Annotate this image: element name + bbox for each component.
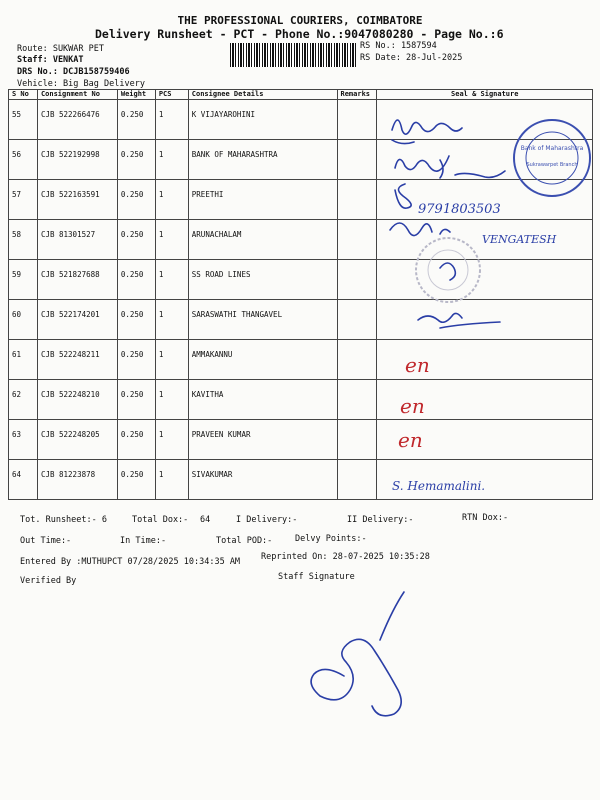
cell-consignment: CJB 521827688 bbox=[37, 260, 117, 300]
delvy-points: Delvy Points:- bbox=[295, 534, 367, 544]
cell-pcs: 1 bbox=[155, 220, 188, 260]
signature-row60 bbox=[418, 313, 500, 328]
total-dox-value: 64 bbox=[200, 515, 211, 525]
name-handwriting: VENGATESH bbox=[482, 233, 557, 246]
bank-stamp bbox=[514, 120, 590, 196]
col-sno: S No bbox=[9, 90, 38, 100]
col-seal-signature: Seal & Signature bbox=[377, 90, 593, 100]
cell-sno: 58 bbox=[9, 220, 38, 260]
route-label: Route: SUKWAR PET bbox=[17, 44, 104, 54]
total-dox-label: Total Dox:- bbox=[132, 515, 189, 525]
cell-consignee: ARUNACHALAM bbox=[188, 220, 337, 260]
out-time: Out Time:- bbox=[20, 536, 72, 546]
cell-pcs: 1 bbox=[155, 260, 188, 300]
cell-sno: 59 bbox=[9, 260, 38, 300]
cell-weight: 0.250 bbox=[117, 380, 155, 420]
cell-pcs: 1 bbox=[155, 460, 188, 500]
entered-by: Entered By :MUTHUPCT 07/28/2025 10:34:35 AM bbox=[20, 557, 241, 567]
total-pod: Total POD:- bbox=[216, 536, 273, 546]
cell-weight: 0.250 bbox=[117, 460, 155, 500]
tot-runsheet: Tot. Runsheet:- 6 bbox=[20, 515, 107, 525]
ii-delivery: II Delivery:- bbox=[347, 515, 414, 525]
cell-pcs: 1 bbox=[155, 300, 188, 340]
col-remarks: Remarks bbox=[337, 90, 377, 100]
signature-row59 bbox=[440, 263, 455, 280]
cell-pcs: 1 bbox=[155, 340, 188, 380]
signature-row58 bbox=[390, 223, 450, 236]
handwriting-row62: en bbox=[400, 394, 425, 418]
stamp-text: Bank of Maharashtra bbox=[520, 145, 584, 152]
cell-sno: 63 bbox=[9, 420, 38, 460]
cell-consignment: CJB 522266476 bbox=[37, 100, 117, 140]
cell-consignee: K VIJAYAROHINI bbox=[188, 100, 337, 140]
cell-consignee: BANK OF MAHARASHTRA bbox=[188, 140, 337, 180]
cell-consignment: CJB 522163591 bbox=[37, 180, 117, 220]
faint-stamp bbox=[416, 238, 480, 302]
cell-consignment: CJB 522174201 bbox=[37, 300, 117, 340]
cell-weight: 0.250 bbox=[117, 100, 155, 140]
cell-consignment: CJB 81223878 bbox=[37, 460, 117, 500]
cell-consignee: SARASWATHI THANGAVEL bbox=[188, 300, 337, 340]
phone-handwriting: 9791803503 bbox=[418, 202, 501, 217]
cell-weight: 0.250 bbox=[117, 420, 155, 460]
staff-signature-label: Staff Signature bbox=[278, 572, 355, 582]
cell-sno: 62 bbox=[9, 380, 38, 420]
cell-weight: 0.250 bbox=[117, 140, 155, 180]
cell-sno: 61 bbox=[9, 340, 38, 380]
signature-row57 bbox=[395, 184, 411, 208]
cell-pcs: 1 bbox=[155, 180, 188, 220]
runsheet-subtitle: Delivery Runsheet - PCT - Phone No.:9047080280 - Page No.:6 bbox=[95, 27, 504, 41]
cell-consignee: PREETHI bbox=[188, 180, 337, 220]
signature-row55 bbox=[392, 120, 462, 144]
col-consignee: Consignee Details bbox=[188, 90, 337, 100]
reprinted-on: Reprinted On: 28-07-2025 10:35:28 bbox=[261, 552, 430, 562]
signature-row56 bbox=[395, 156, 505, 178]
handwriting-row61: en bbox=[405, 353, 430, 377]
cell-sno: 60 bbox=[9, 300, 38, 340]
cell-weight: 0.250 bbox=[117, 260, 155, 300]
cell-consignment: CJB 522248211 bbox=[37, 340, 117, 380]
cell-pcs: 1 bbox=[155, 380, 188, 420]
cell-consignee: AMMAKANNU bbox=[188, 340, 337, 380]
rs-date: RS Date: 28-Jul-2025 bbox=[360, 53, 463, 63]
cell-pcs: 1 bbox=[155, 140, 188, 180]
cell-consignment: CJB 522248205 bbox=[37, 420, 117, 460]
cell-sno: 64 bbox=[9, 460, 38, 500]
cell-sno: 56 bbox=[9, 140, 38, 180]
col-weight: Weight bbox=[117, 90, 155, 100]
col-pcs: PCS bbox=[155, 90, 188, 100]
cell-consignee: PRAVEEN KUMAR bbox=[188, 420, 337, 460]
cell-sno: 55 bbox=[9, 100, 38, 140]
cell-consignee: SS ROAD LINES bbox=[188, 260, 337, 300]
handwriting-row64: S. Hemamalini. bbox=[392, 479, 486, 493]
cell-pcs: 1 bbox=[155, 420, 188, 460]
verified-by: Verified By bbox=[20, 576, 77, 586]
company-title: THE PROFESSIONAL COURIERS, COIMBATORE bbox=[177, 14, 423, 27]
stamp-local: Sukrawarpet Branch bbox=[526, 162, 578, 168]
cell-consignment: CJB 81301527 bbox=[37, 220, 117, 260]
cell-consignee: SIVAKUMAR bbox=[188, 460, 337, 500]
staff-signature-scribble bbox=[311, 592, 404, 716]
cell-weight: 0.250 bbox=[117, 340, 155, 380]
vehicle-label: Vehicle: Big Bag Delivery bbox=[17, 79, 145, 89]
rtn-dox: RTN Dox:- bbox=[462, 513, 509, 523]
cell-consignee: KAVITHA bbox=[188, 380, 337, 420]
cell-weight: 0.250 bbox=[117, 300, 155, 340]
cell-weight: 0.250 bbox=[117, 220, 155, 260]
drs-number: DRS No.: DCJB158759406 bbox=[17, 67, 130, 77]
rs-number: RS No.: 1587594 bbox=[360, 41, 437, 51]
staff-label: Staff: VENKAT bbox=[17, 55, 84, 65]
cell-consignment: CJB 522248210 bbox=[37, 380, 117, 420]
cell-weight: 0.250 bbox=[117, 180, 155, 220]
in-time: In Time:- bbox=[120, 536, 167, 546]
cell-consignment: CJB 522192998 bbox=[37, 140, 117, 180]
cell-sno: 57 bbox=[9, 180, 38, 220]
cell-pcs: 1 bbox=[155, 100, 188, 140]
i-delivery: I Delivery:- bbox=[236, 515, 298, 525]
handwriting-row63: en bbox=[398, 428, 423, 452]
col-consignment: Consignment No bbox=[37, 90, 117, 100]
